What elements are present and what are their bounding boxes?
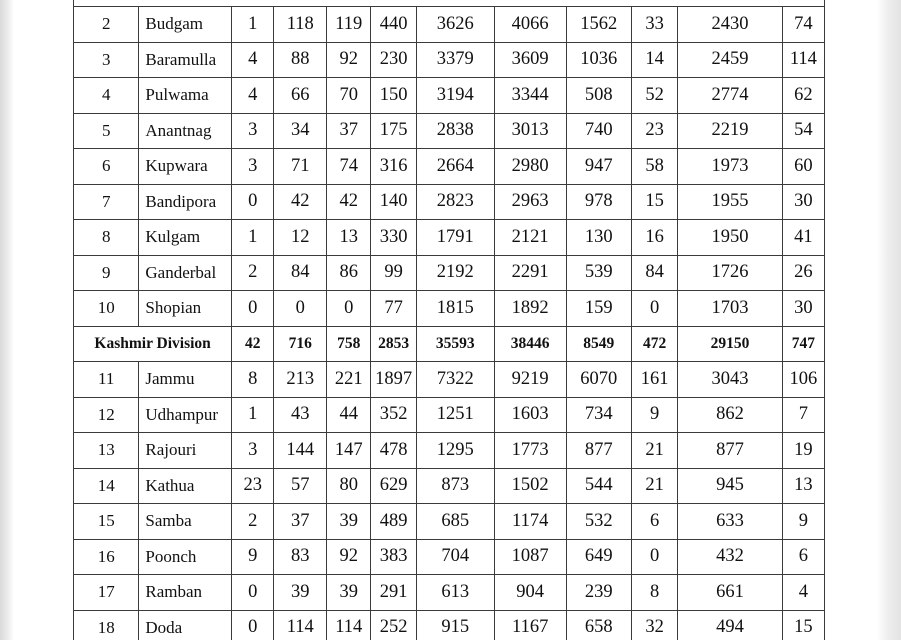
value-cell: 119 [327,7,371,43]
value-cell: 9219 [494,362,566,398]
district-name-cell: Ramban [139,575,232,611]
table-row [74,468,825,504]
serial-number-cell: 15 [74,504,139,540]
value-cell: 1703 [678,291,782,327]
value-cell: 39 [327,504,371,540]
value-cell: 4 [232,78,274,114]
value-cell: 2291 [494,255,566,291]
district-name-cell: Doda [139,610,232,640]
value-cell: 2 [232,255,274,291]
value-cell: 175 [371,113,416,149]
value-cell: 16 [631,220,677,256]
value-cell: 1 [232,397,274,433]
value-cell: 0 [274,291,327,327]
value-cell: 39 [327,575,371,611]
value-cell: 613 [416,575,494,611]
value-cell: 252 [371,610,416,640]
value-cell: 21 [631,468,677,504]
value-cell: 1815 [416,291,494,327]
value-cell: 3194 [416,78,494,114]
value-cell: 92 [327,539,371,575]
value-cell: 2664 [416,149,494,185]
table-row [74,113,825,149]
value-cell: 352 [371,397,416,433]
value-cell: 21 [631,433,677,469]
value-cell: 13 [327,220,371,256]
value-cell: 2121 [494,220,566,256]
value-cell: 13 [782,468,824,504]
value-cell: 144 [274,433,327,469]
table-row [74,397,825,433]
value-cell: 114 [327,610,371,640]
value-cell: 1562 [566,7,631,43]
value-cell: 4 [782,575,824,611]
value-cell: 0 [327,291,371,327]
district-name-cell: Anantnag [139,113,232,149]
value-cell: 1 [232,7,274,43]
value-cell: 440 [371,7,416,43]
value-cell: 221 [327,362,371,398]
value-cell: 2459 [678,42,782,78]
value-cell: 539 [566,255,631,291]
value-cell: 42 [232,326,274,362]
value-cell: 978 [566,184,631,220]
value-cell: 2963 [494,184,566,220]
value-cell: 4 [232,42,274,78]
value-cell: 74 [782,7,824,43]
value-cell: 41 [782,220,824,256]
value-cell: 2219 [678,113,782,149]
value-cell: 1955 [678,184,782,220]
value-cell: 877 [678,433,782,469]
division-total-row [74,326,825,362]
value-cell: 1973 [678,149,782,185]
table-row [74,220,825,256]
table-row [74,291,825,327]
value-cell: 494 [678,610,782,640]
value-cell: 1036 [566,42,631,78]
value-cell: 1791 [416,220,494,256]
serial-number-cell: 5 [74,113,139,149]
value-cell: 3 [232,433,274,469]
value-cell: 130 [566,220,631,256]
value-cell: 32 [631,610,677,640]
value-cell: 30 [782,184,824,220]
value-cell: 947 [566,149,631,185]
value-cell: 77 [371,291,416,327]
value-cell: 862 [678,397,782,433]
value-cell: 42 [327,184,371,220]
value-cell: 114 [274,610,327,640]
value-cell: 54 [782,113,824,149]
value-cell: 291 [371,575,416,611]
value-cell: 7 [782,397,824,433]
value-cell: 2 [232,504,274,540]
value-cell: 3609 [494,42,566,78]
value-cell: 66 [274,78,327,114]
value-cell: 6 [782,539,824,575]
district-name-cell: Shopian [139,291,232,327]
value-cell: 140 [371,184,416,220]
value-cell: 685 [416,504,494,540]
value-cell: 1251 [416,397,494,433]
value-cell: 478 [371,433,416,469]
value-cell: 92 [327,42,371,78]
value-cell: 52 [631,78,677,114]
district-name-cell: Poonch [139,539,232,575]
value-cell: 84 [631,255,677,291]
serial-number-cell: 18 [74,610,139,640]
value-cell: 649 [566,539,631,575]
serial-number-cell: 6 [74,149,139,185]
serial-number-cell: 9 [74,255,139,291]
value-cell: 508 [566,78,631,114]
value-cell: 33 [631,7,677,43]
table-row [74,149,825,185]
value-cell: 43 [274,397,327,433]
value-cell: 23 [631,113,677,149]
value-cell: 747 [782,326,824,362]
value-cell: 58 [631,149,677,185]
value-cell: 213 [274,362,327,398]
district-name-cell: Pulwama [139,78,232,114]
value-cell: 0 [631,291,677,327]
value-cell: 658 [566,610,631,640]
district-name-cell: Bandipora [139,184,232,220]
value-cell: 3626 [416,7,494,43]
value-cell: 150 [371,78,416,114]
district-name-cell: Kathua [139,468,232,504]
value-cell: 15 [782,610,824,640]
value-cell: 0 [232,575,274,611]
table-row [74,539,825,575]
serial-number-cell: 3 [74,42,139,78]
value-cell: 489 [371,504,416,540]
value-cell: 915 [416,610,494,640]
value-cell: 633 [678,504,782,540]
district-name-cell: Samba [139,504,232,540]
district-name-cell: Baramulla [139,42,232,78]
value-cell: 4066 [494,7,566,43]
serial-number-cell: 7 [74,184,139,220]
value-cell: 60 [782,149,824,185]
table-row [74,255,825,291]
value-cell: 740 [566,113,631,149]
value-cell: 42 [274,184,327,220]
value-cell: 1174 [494,504,566,540]
value-cell: 2853 [371,326,416,362]
value-cell: 161 [631,362,677,398]
value-cell: 15 [631,184,677,220]
serial-number-cell: 2 [74,7,139,43]
value-cell: 2838 [416,113,494,149]
value-cell: 532 [566,504,631,540]
page-edge-right [877,0,901,640]
value-cell: 29150 [678,326,782,362]
value-cell: 1897 [371,362,416,398]
value-cell: 74 [327,149,371,185]
value-cell: 472 [631,326,677,362]
value-cell: 3013 [494,113,566,149]
value-cell: 1502 [494,468,566,504]
value-cell: 1167 [494,610,566,640]
value-cell: 661 [678,575,782,611]
value-cell: 88 [274,42,327,78]
value-cell: 114 [782,42,824,78]
value-cell: 2192 [416,255,494,291]
value-cell: 873 [416,468,494,504]
table-row [74,362,825,398]
value-cell: 2774 [678,78,782,114]
value-cell: 37 [274,504,327,540]
district-name-cell: Kulgam [139,220,232,256]
table-row [74,610,825,640]
value-cell: 758 [327,326,371,362]
value-cell: 83 [274,539,327,575]
value-cell: 6070 [566,362,631,398]
value-cell: 316 [371,149,416,185]
value-cell: 432 [678,539,782,575]
page-edge-left [0,0,14,640]
value-cell: 147 [327,433,371,469]
serial-number-cell: 17 [74,575,139,611]
value-cell: 34 [274,113,327,149]
value-cell: 1295 [416,433,494,469]
value-cell: 37 [327,113,371,149]
district-name-cell: Ganderbal [139,255,232,291]
district-name-cell: Kupwara [139,149,232,185]
value-cell: 0 [232,184,274,220]
value-cell: 230 [371,42,416,78]
table-row [74,504,825,540]
serial-number-cell: 13 [74,433,139,469]
table-row [74,7,825,43]
value-cell: 9 [782,504,824,540]
value-cell: 0 [232,610,274,640]
value-cell: 734 [566,397,631,433]
value-cell: 57 [274,468,327,504]
value-cell: 86 [327,255,371,291]
value-cell: 23 [232,468,274,504]
value-cell: 383 [371,539,416,575]
value-cell: 904 [494,575,566,611]
value-cell: 6 [631,504,677,540]
table-row [74,184,825,220]
value-cell: 3344 [494,78,566,114]
table-body [74,7,825,640]
value-cell: 26 [782,255,824,291]
value-cell: 2823 [416,184,494,220]
value-cell: 0 [232,291,274,327]
value-cell: 35593 [416,326,494,362]
value-cell: 7322 [416,362,494,398]
value-cell: 0 [631,539,677,575]
value-cell: 159 [566,291,631,327]
serial-number-cell: 12 [74,397,139,433]
value-cell: 877 [566,433,631,469]
value-cell: 3043 [678,362,782,398]
value-cell: 1726 [678,255,782,291]
value-cell: 8 [631,575,677,611]
district-name-cell: Udhampur [139,397,232,433]
value-cell: 39 [274,575,327,611]
value-cell: 2430 [678,7,782,43]
value-cell: 704 [416,539,494,575]
value-cell: 945 [678,468,782,504]
district-name-cell: Rajouri [139,433,232,469]
value-cell: 62 [782,78,824,114]
serial-number-cell: 16 [74,539,139,575]
value-cell: 1773 [494,433,566,469]
serial-number-cell: 11 [74,362,139,398]
table-row [74,575,825,611]
serial-number-cell: 10 [74,291,139,327]
value-cell: 99 [371,255,416,291]
district-name-cell: Budgam [139,7,232,43]
value-cell: 3 [232,149,274,185]
value-cell: 3 [232,113,274,149]
value-cell: 30 [782,291,824,327]
value-cell: 44 [327,397,371,433]
value-cell: 9 [232,539,274,575]
value-cell: 1892 [494,291,566,327]
value-cell: 1087 [494,539,566,575]
value-cell: 70 [327,78,371,114]
value-cell: 80 [327,468,371,504]
district-data-table [73,6,825,640]
value-cell: 9 [631,397,677,433]
value-cell: 8 [232,362,274,398]
value-cell: 8549 [566,326,631,362]
value-cell: 106 [782,362,824,398]
value-cell: 12 [274,220,327,256]
district-name-cell: Jammu [139,362,232,398]
value-cell: 1603 [494,397,566,433]
value-cell: 118 [274,7,327,43]
value-cell: 239 [566,575,631,611]
value-cell: 629 [371,468,416,504]
value-cell: 1 [232,220,274,256]
serial-number-cell: 4 [74,78,139,114]
table-row [74,78,825,114]
table-row [74,433,825,469]
value-cell: 544 [566,468,631,504]
value-cell: 3379 [416,42,494,78]
division-name-cell: Kashmir Division [74,326,232,362]
serial-number-cell: 14 [74,468,139,504]
value-cell: 2980 [494,149,566,185]
value-cell: 716 [274,326,327,362]
value-cell: 38446 [494,326,566,362]
table-row [74,42,825,78]
value-cell: 71 [274,149,327,185]
value-cell: 19 [782,433,824,469]
value-cell: 84 [274,255,327,291]
value-cell: 330 [371,220,416,256]
value-cell: 1950 [678,220,782,256]
serial-number-cell: 8 [74,220,139,256]
value-cell: 14 [631,42,677,78]
